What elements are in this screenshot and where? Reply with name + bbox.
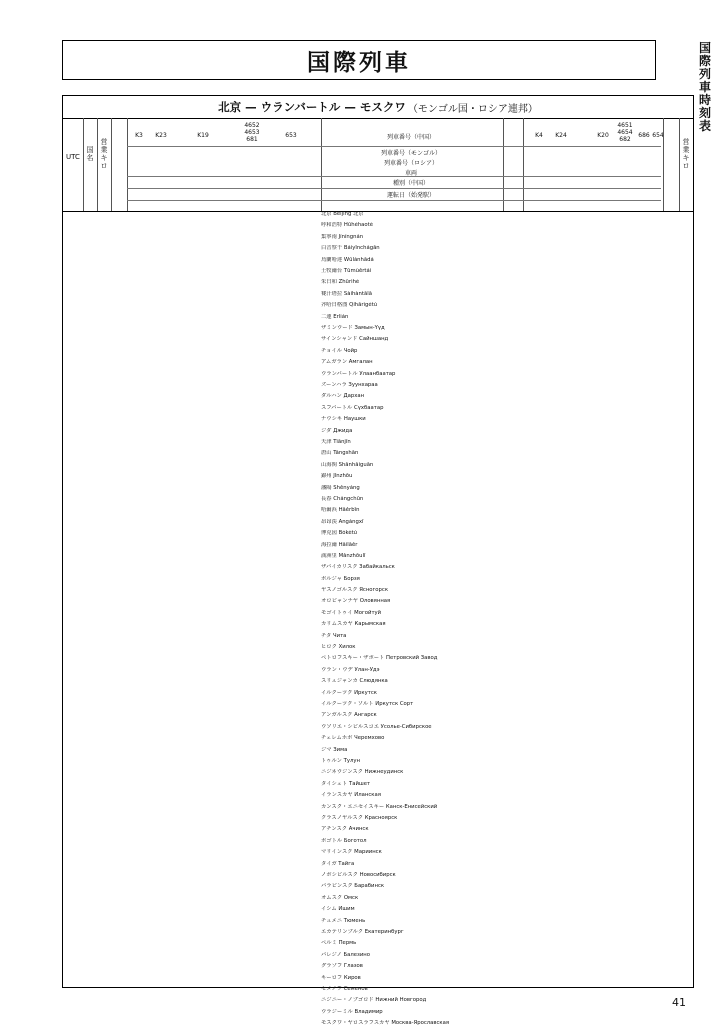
station-name: エカテリンブルク Екатеринбург <box>321 929 404 935</box>
train-k19: K19 <box>197 132 209 139</box>
station-name: 山海関 Shānhǎiguān <box>321 461 374 468</box>
station-name: クラスノヤルスク Красноярск <box>321 815 398 822</box>
hdr-row-1: 列車番号（モンゴル） <box>380 150 441 157</box>
table-row <box>63 439 693 447</box>
train-653: 653 <box>285 132 297 139</box>
station-name: イルクーツク・ソルト Иркутск Сорт <box>321 701 414 708</box>
table-row <box>63 690 693 698</box>
station-name: ザミンウード Замын-Үүд <box>321 324 385 331</box>
station-name: イランスカヤ Иланская <box>321 792 381 799</box>
table-row <box>63 268 693 276</box>
table-row <box>63 325 693 333</box>
station-name: グラゾフ Глазов <box>321 963 363 970</box>
table-row <box>63 473 693 481</box>
station-name: ウソリエ・シビルスコエ Усолье-Сибирское <box>321 723 432 730</box>
table-row <box>63 712 693 720</box>
station-name: イルクーツク Иркутск <box>321 689 377 696</box>
table-row <box>63 359 693 367</box>
page-number: 41 <box>672 996 686 1009</box>
table-row <box>63 382 693 390</box>
table-row <box>63 416 693 424</box>
table-row <box>63 234 693 242</box>
table-row <box>63 758 693 766</box>
table-row <box>63 621 693 629</box>
hdr-row-5: 運転日（始発駅） <box>386 192 435 199</box>
station-name: ジマ Зима <box>321 746 348 753</box>
table-row <box>63 336 693 344</box>
station-name: サインシャンド Сайншанд <box>321 336 389 343</box>
side-title: 国際列車時刻表 <box>698 41 711 133</box>
table-row <box>63 450 693 458</box>
station-name: イシム Ишим <box>321 906 355 913</box>
table-row <box>63 906 693 914</box>
station-name: ジダ Джида <box>321 427 353 434</box>
table-row <box>63 792 693 800</box>
station-name: 瀋陽 Shěnyáng <box>321 484 360 491</box>
km-label-left: 営業キロ <box>100 138 108 170</box>
station-name: マリインスク Мариинск <box>321 849 382 856</box>
station-name: ペトロフスキー・ザボート Петровский Завод <box>321 655 438 662</box>
table-row <box>63 257 693 265</box>
table-row <box>63 883 693 891</box>
table-row <box>63 587 693 595</box>
table-row <box>63 610 693 618</box>
station-name: 博克図 Bókètú <box>321 530 358 537</box>
table-row <box>63 576 693 584</box>
train-654: 654 <box>652 132 664 139</box>
table-row <box>63 952 693 960</box>
station-name: ウラジーミル Владимир <box>321 1008 383 1015</box>
table-row <box>63 462 693 470</box>
station-name: 賽汗塔拉 Sàihàntālā <box>321 290 372 297</box>
station-name: 錦州 Jǐnzhōu <box>321 473 353 480</box>
train-k23: K23 <box>155 132 167 139</box>
table-row <box>63 1020 693 1028</box>
timetable-header <box>63 118 693 212</box>
station-name: ヤスノゴルスク Ясногорск <box>321 587 389 594</box>
station-name: ニジネウジンスク Нижнеудинск <box>321 769 404 776</box>
station-name: バレジノ Балезино <box>321 951 371 958</box>
train-k24: K24 <box>555 132 567 139</box>
hdr-row-2: 列車番号（ロシア） <box>383 160 438 167</box>
table-row <box>63 564 693 572</box>
station-name: 朱日和 Zhūrìhé <box>321 279 360 286</box>
km-label-right: 営業キロ <box>682 138 690 170</box>
station-name: チュメニ Тюмень <box>321 917 366 924</box>
table-row <box>63 975 693 983</box>
table-row <box>63 245 693 253</box>
station-name: チョイル Чойр <box>321 347 358 354</box>
station-name: ボルジャ Борзя <box>321 575 360 582</box>
station-name: アンガルスク Ангарск <box>321 712 377 719</box>
train-686: 686 <box>638 132 650 139</box>
table-row <box>63 872 693 880</box>
station-name: アムガラン Амгалан <box>321 359 373 366</box>
table-row <box>63 918 693 926</box>
station-name: 呼和浩特 Hūhéhaotè <box>321 222 374 229</box>
table-row <box>63 815 693 823</box>
table-row <box>63 781 693 789</box>
table-row <box>63 861 693 869</box>
table-row <box>63 986 693 994</box>
table-row <box>63 769 693 777</box>
table-row <box>63 519 693 527</box>
utc-label: UTC <box>66 153 80 161</box>
train-k20: K20 <box>597 132 609 139</box>
station-name: ウランバートル Улаанбаатар <box>321 370 396 377</box>
station-name: スリュジャンカ Слюдянка <box>321 678 388 685</box>
table-row <box>63 428 693 436</box>
table-row <box>63 291 693 299</box>
station-name: 白音察干 Báiyīnchágān <box>321 245 380 252</box>
table-row <box>63 963 693 971</box>
table-row <box>63 701 693 709</box>
route-name: 北京 — ウランバートル — モスクワ <box>218 100 406 114</box>
station-name: 北京 Běijīng 北京 <box>321 211 364 217</box>
station-name: ウラン・ウデ Улан-Удэ <box>321 666 380 673</box>
train-4651: 4651 4654 682 <box>617 122 633 143</box>
station-name: 唐山 Tángshān <box>321 450 359 457</box>
station-name: チェレムホボ Черемхово <box>321 735 385 742</box>
station-name: タイガ Тайга <box>321 860 355 867</box>
station-name: キーロフ Киров <box>321 974 361 981</box>
page-title-box <box>62 40 656 80</box>
station-name: ノボシビルスク Новосибирск <box>321 872 396 879</box>
station-name: 二連 Èrlián <box>321 313 349 320</box>
table-row <box>63 222 693 230</box>
route-header <box>63 96 693 119</box>
table-row <box>63 598 693 606</box>
station-name: ニジニー・ノブゴロド Нижний Новгород <box>321 997 427 1004</box>
station-name: ヒロク Хилок <box>321 644 356 651</box>
station-name: オムスク Омск <box>321 894 359 901</box>
station-name: 哈爾浜 Hāěrbīn <box>321 507 360 514</box>
table-row <box>63 405 693 413</box>
table-row <box>63 507 693 515</box>
station-name: 齐哈日格图 Qíhārìgétú <box>321 302 378 309</box>
station-name: ボゴトル Боготол <box>321 837 367 844</box>
table-row <box>63 530 693 538</box>
station-name: 昂昂渓 Ángángxī <box>321 518 364 525</box>
table-row <box>63 542 693 550</box>
station-name: ダルハン Дархан <box>321 393 365 400</box>
train-k3: K3 <box>135 132 143 139</box>
station-name: アチンスク Ачинск <box>321 826 369 833</box>
station-name: 集寧南 Jíníngnán <box>321 233 364 240</box>
table-row <box>63 929 693 937</box>
train-k4: K4 <box>535 132 543 139</box>
hdr-row-3: 車両 <box>404 170 417 177</box>
table-row <box>63 735 693 743</box>
station-name: 海拉爾 Hǎilāěr <box>321 541 358 548</box>
station-name: 烏蘭哈達 Wūlánhādá <box>321 256 374 263</box>
table-row <box>63 747 693 755</box>
station-name: カンスク・エニセイスキー Канск-Енисейский <box>321 803 438 810</box>
table-row <box>63 314 693 322</box>
table-row <box>63 826 693 834</box>
table-row <box>63 393 693 401</box>
table-row <box>63 724 693 732</box>
table-row <box>63 279 693 287</box>
station-name: タイシェト Тайшет <box>321 780 371 787</box>
station-name: ザバイカリスク Забайкальск <box>321 564 395 571</box>
table-row <box>63 1009 693 1017</box>
station-name: トゥルン Тулун <box>321 758 360 765</box>
station-name: セメノフ Семенов <box>321 985 368 992</box>
station-name: スフバートル Сүхбаатар <box>321 404 384 411</box>
station-name: モスクワ・ヤロスラフスカヤ Москва-Ярославская <box>321 1020 450 1027</box>
table-row <box>63 678 693 686</box>
hdr-row-0: 列車番号（中国） <box>386 134 435 141</box>
table-row <box>63 553 693 561</box>
table-row <box>63 838 693 846</box>
table-row <box>63 667 693 675</box>
table-row <box>63 348 693 356</box>
table-row <box>63 849 693 857</box>
table-row <box>63 895 693 903</box>
station-name: チタ Чита <box>321 632 347 639</box>
station-name: 長春 Chángchūn <box>321 495 364 502</box>
country-label: 国名 <box>86 146 94 162</box>
train-4652: 4652 4653 681 <box>244 122 260 143</box>
table-row <box>63 644 693 652</box>
station-name: ナウシキ Наушки <box>321 416 366 423</box>
station-name: カリムスカヤ Карымская <box>321 621 386 628</box>
table-row <box>63 804 693 812</box>
table-row <box>63 496 693 504</box>
table-row <box>63 940 693 948</box>
route-note: （モンゴル国・ロシア連邦） <box>407 103 538 115</box>
table-row <box>63 633 693 641</box>
station-name: ペルミ Пермь <box>321 940 357 947</box>
table-row <box>63 655 693 663</box>
table-row <box>63 997 693 1005</box>
table-row <box>63 485 693 493</box>
hdr-row-4: 種別（中国） <box>392 180 429 187</box>
station-name: 天津 Tiānjīn <box>321 438 351 445</box>
station-name: 土牧爾台 Tǔmùěrtái <box>321 267 372 274</box>
page-title: 国際列車 <box>307 49 411 76</box>
station-name: バラビンスク Барабинск <box>321 883 385 890</box>
station-name: モゴイトゥイ Могойтуй <box>321 609 382 616</box>
station-name: オロビャンナヤ Оловянная <box>321 598 391 605</box>
table-row <box>63 211 693 219</box>
station-name: ズーンハラ Зуунхараа <box>321 381 378 388</box>
station-name: 満洲里 Mǎnzhōulǐ <box>321 552 366 559</box>
table-row <box>63 371 693 379</box>
table-row <box>63 302 693 310</box>
